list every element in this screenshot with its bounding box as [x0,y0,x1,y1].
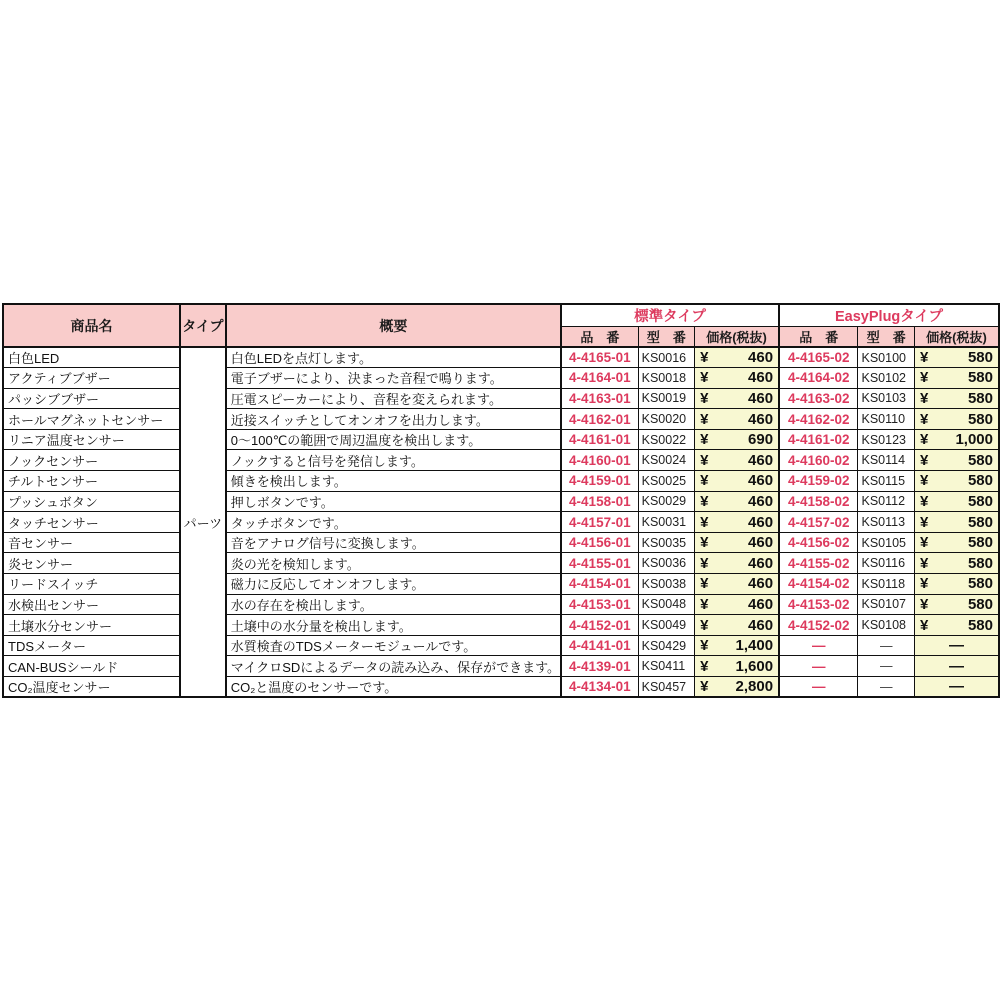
product-price-table [2,303,1000,698]
header-std-part-no: 品 番 [561,327,638,348]
std-model-no-cell: KS0018 [638,368,694,389]
ep-price-cell [914,615,999,636]
table-row [3,491,999,512]
yen-sign: ¥ [700,389,709,407]
std-price-cell [695,347,780,368]
std-model-no-cell: KS0025 [638,471,694,492]
table-row [3,409,999,430]
product-name-cell: CO₂温度センサー [3,677,180,698]
overview-cell: タッチボタンです。 [226,512,561,533]
product-name-cell: プッシュボタン [3,491,180,512]
price-value: ¥ 580 [919,595,993,613]
std-part-no-cell: 4-4163-01 [561,388,638,409]
table-header [3,304,999,347]
yen-sign: ¥ [700,369,709,387]
overview-cell: 0～100℃の範囲で周辺温度を検出します。 [226,429,561,450]
product-name-cell: 音センサー [3,532,180,553]
overview-cell: 磁力に反応してオンオフします。 [226,574,561,595]
std-model-no-cell: KS0016 [638,347,694,368]
std-price-cell [695,491,780,512]
header-std-price: 価格(税抜) [695,327,780,348]
yen-sign: ¥ [700,410,709,428]
std-model-no-cell: KS0019 [638,388,694,409]
std-part-no-cell: 4-4164-01 [561,368,638,389]
type-parts-cell: パーツ [180,347,226,697]
ep-price-cell [914,574,999,595]
ep-price-cell [914,368,999,389]
std-price-cell [695,615,780,636]
yen-sign: ¥ [919,492,929,510]
std-price-cell [695,574,780,595]
ep-part-no-cell: 4-4163-02 [779,388,858,409]
price-value: ¥ 460 [700,410,774,428]
ep-part-no-cell: 4-4160-02 [779,450,858,471]
ep-price-cell [914,429,999,450]
ep-price-cell [914,491,999,512]
price-value: ¥ 460 [700,369,774,387]
price-value: ¥ 2,800 [700,678,774,696]
price-value: ¥ 580 [919,513,993,531]
header-type: タイプ [180,304,226,347]
ep-price-cell [914,388,999,409]
yen-sign: ¥ [700,616,709,634]
std-part-no-cell: 4-4161-01 [561,429,638,450]
header-std-model-no: 型 番 [638,327,694,348]
ep-part-no-cell: 4-4161-02 [779,429,858,450]
overview-cell: 炎の光を検知します。 [226,553,561,574]
overview-cell: 傾きを検出します。 [226,471,561,492]
price-value: ¥ 580 [919,554,993,572]
table-row [3,677,999,698]
ep-part-no-cell: 4-4165-02 [779,347,858,368]
ep-price-cell [914,471,999,492]
std-model-no-cell: KS0020 [638,409,694,430]
std-model-no-cell: KS0022 [638,429,694,450]
yen-sign: ¥ [700,534,709,552]
product-name-cell: パッシブブザー [3,388,180,409]
header-product-name: 商品名 [3,304,180,347]
overview-cell: CO₂と温度のセンサーです。 [226,677,561,698]
ep-model-no-cell: KS0112 [858,491,914,512]
yen-sign: ¥ [700,595,709,613]
std-model-no-cell: KS0411 [638,656,694,677]
table-row [3,656,999,677]
ep-part-no-cell: 4-4155-02 [779,553,858,574]
ep-model-no-cell: KS0115 [858,471,914,492]
price-value: ¥ 580 [919,349,993,367]
yen-sign: ¥ [700,637,709,655]
ep-price-cell [914,409,999,430]
price-value: ¥ 1,400 [700,637,774,655]
std-price-cell [695,656,780,677]
std-price-cell [695,677,780,698]
table-row [3,532,999,553]
table-row [3,615,999,636]
price-value: — [948,678,964,696]
ep-part-no-cell: 4-4157-02 [779,512,858,533]
price-value: ¥ 460 [700,349,774,367]
ep-part-no-cell: 4-4164-02 [779,368,858,389]
std-price-cell [695,532,780,553]
overview-cell: ノックすると信号を発信します。 [226,450,561,471]
std-price-cell [695,512,780,533]
yen-sign: ¥ [919,534,929,552]
std-price-cell [695,429,780,450]
std-price-cell [695,409,780,430]
ep-part-no-cell: — [779,656,858,677]
ep-part-no-cell: 4-4159-02 [779,471,858,492]
table-row [3,347,999,368]
std-model-no-cell: KS0048 [638,594,694,615]
std-part-no-cell: 4-4157-01 [561,512,638,533]
std-model-no-cell: KS0036 [638,553,694,574]
price-value: ¥ 460 [700,616,774,634]
product-name-cell: 水検出センサー [3,594,180,615]
yen-sign: ¥ [919,575,929,593]
price-value: ¥ 1,000 [919,431,993,449]
std-part-no-cell: 4-4139-01 [561,656,638,677]
ep-model-no-cell: KS0116 [858,553,914,574]
ep-price-cell [914,512,999,533]
ep-part-no-cell: 4-4153-02 [779,594,858,615]
ep-part-no-cell: 4-4162-02 [779,409,858,430]
yen-sign: ¥ [919,554,929,572]
std-price-cell [695,635,780,656]
ep-price-cell [914,347,999,368]
std-part-no-cell: 4-4159-01 [561,471,638,492]
yen-sign: ¥ [919,595,929,613]
price-value: ¥ 460 [700,389,774,407]
ep-part-no-cell: — [779,635,858,656]
overview-cell: 電子ブザーにより、決まった音程で鳴ります。 [226,368,561,389]
yen-sign: ¥ [919,451,929,469]
ep-part-no-cell: 4-4158-02 [779,491,858,512]
header-easyplug-type-group: EasyPlugタイプ [779,304,999,327]
header-ep-model-no: 型 番 [858,327,914,348]
price-value: ¥ 580 [919,575,993,593]
std-part-no-cell: 4-4153-01 [561,594,638,615]
table-row [3,574,999,595]
std-part-no-cell: 4-4158-01 [561,491,638,512]
std-part-no-cell: 4-4162-01 [561,409,638,430]
yen-sign: ¥ [919,389,929,407]
ep-price-cell [914,553,999,574]
std-part-no-cell: 4-4154-01 [561,574,638,595]
yen-sign: ¥ [919,349,929,367]
header-row-groups [3,304,999,327]
table-row [3,635,999,656]
std-part-no-cell: 4-4156-01 [561,532,638,553]
ep-price-cell [914,450,999,471]
product-name-cell: ホールマグネットセンサー [3,409,180,430]
price-value: ¥ 580 [919,451,993,469]
product-name-cell: リニア温度センサー [3,429,180,450]
yen-sign: ¥ [700,492,709,510]
std-part-no-cell: 4-4152-01 [561,615,638,636]
yen-sign: ¥ [919,369,929,387]
price-value: ¥ 460 [700,595,774,613]
price-value: ¥ 460 [700,451,774,469]
price-value: ¥ 460 [700,575,774,593]
product-name-cell: ノックセンサー [3,450,180,471]
overview-cell: 近接スイッチとしてオンオフを出力します。 [226,409,561,430]
overview-cell: 土壌中の水分量を検出します。 [226,615,561,636]
ep-model-no-cell: KS0107 [858,594,914,615]
overview-cell: マイクロSDによるデータの読み込み、保存ができます。 [226,656,561,677]
overview-cell: 音をアナログ信号に変換します。 [226,532,561,553]
price-value: ¥ 1,600 [700,657,774,675]
table-row [3,512,999,533]
price-value: ¥ 580 [919,534,993,552]
ep-part-no-cell: 4-4156-02 [779,532,858,553]
overview-cell: 水質検査のTDSメーターモジュールです。 [226,635,561,656]
price-value: ¥ 580 [919,616,993,634]
table-body [3,347,999,697]
price-value: ¥ 460 [700,513,774,531]
yen-sign: ¥ [919,472,929,490]
product-name-cell: チルトセンサー [3,471,180,492]
overview-cell: 圧電スピーカーにより、音程を変えられます。 [226,388,561,409]
std-model-no-cell: KS0031 [638,512,694,533]
ep-model-no-cell: KS0110 [858,409,914,430]
ep-model-no-cell: — [858,635,914,656]
table-row [3,471,999,492]
std-model-no-cell: KS0038 [638,574,694,595]
price-value: ¥ 580 [919,410,993,428]
yen-sign: ¥ [700,513,709,531]
price-value: ¥ 460 [700,554,774,572]
table-row [3,450,999,471]
yen-sign: ¥ [700,472,709,490]
ep-model-no-cell: KS0123 [858,429,914,450]
product-name-cell: 土壌水分センサー [3,615,180,636]
price-value: ¥ 580 [919,389,993,407]
std-model-no-cell: KS0029 [638,491,694,512]
ep-price-cell [914,677,999,698]
std-part-no-cell: 4-4141-01 [561,635,638,656]
product-name-cell: 白色LED [3,347,180,368]
std-part-no-cell: 4-4160-01 [561,450,638,471]
yen-sign: ¥ [919,410,929,428]
price-value: ¥ 690 [700,431,774,449]
ep-part-no-cell: 4-4152-02 [779,615,858,636]
yen-sign: ¥ [919,616,929,634]
std-part-no-cell: 4-4165-01 [561,347,638,368]
ep-price-cell [914,594,999,615]
ep-model-no-cell: KS0103 [858,388,914,409]
price-value: ¥ 460 [700,472,774,490]
yen-sign: ¥ [700,575,709,593]
overview-cell: 水の存在を検出します。 [226,594,561,615]
ep-model-no-cell: KS0118 [858,574,914,595]
price-value: — [948,637,964,655]
ep-price-cell [914,656,999,677]
ep-part-no-cell: 4-4154-02 [779,574,858,595]
ep-model-no-cell: — [858,656,914,677]
yen-sign: ¥ [919,513,929,531]
header-overview: 概要 [226,304,561,347]
table-row [3,388,999,409]
header-ep-price: 価格(税抜) [914,327,999,348]
std-price-cell [695,388,780,409]
ep-model-no-cell: KS0100 [858,347,914,368]
yen-sign: ¥ [700,657,709,675]
price-value: — [948,657,964,675]
header-ep-part-no: 品 番 [779,327,858,348]
table-row [3,553,999,574]
std-part-no-cell: 4-4155-01 [561,553,638,574]
ep-price-cell [914,532,999,553]
product-name-cell: タッチセンサー [3,512,180,533]
yen-sign: ¥ [700,451,709,469]
overview-cell: 押しボタンです。 [226,491,561,512]
overview-cell: 白色LEDを点灯します。 [226,347,561,368]
table-row [3,368,999,389]
ep-model-no-cell: — [858,677,914,698]
std-price-cell [695,471,780,492]
std-price-cell [695,594,780,615]
product-name-cell: TDSメーター [3,635,180,656]
std-part-no-cell: 4-4134-01 [561,677,638,698]
table-row [3,594,999,615]
yen-sign: ¥ [700,431,709,449]
product-name-cell: 炎センサー [3,553,180,574]
ep-part-no-cell: — [779,677,858,698]
std-model-no-cell: KS0457 [638,677,694,698]
price-value: ¥ 580 [919,369,993,387]
yen-sign: ¥ [700,554,709,572]
yen-sign: ¥ [919,431,929,449]
ep-price-cell [914,635,999,656]
std-price-cell [695,368,780,389]
price-value: ¥ 580 [919,492,993,510]
ep-model-no-cell: KS0114 [858,450,914,471]
ep-model-no-cell: KS0108 [858,615,914,636]
ep-model-no-cell: KS0102 [858,368,914,389]
ep-model-no-cell: KS0113 [858,512,914,533]
header-standard-type-group: 標準タイプ [561,304,779,327]
table-row [3,429,999,450]
yen-sign: ¥ [700,678,709,696]
price-value: ¥ 460 [700,534,774,552]
std-model-no-cell: KS0049 [638,615,694,636]
std-model-no-cell: KS0035 [638,532,694,553]
product-name-cell: リードスイッチ [3,574,180,595]
product-name-cell: CAN-BUSシールド [3,656,180,677]
std-model-no-cell: KS0024 [638,450,694,471]
price-value: ¥ 580 [919,472,993,490]
price-value: ¥ 460 [700,492,774,510]
std-model-no-cell: KS0429 [638,635,694,656]
ep-model-no-cell: KS0105 [858,532,914,553]
std-price-cell [695,450,780,471]
yen-sign: ¥ [700,349,709,367]
product-name-cell: アクティブブザー [3,368,180,389]
std-price-cell [695,553,780,574]
